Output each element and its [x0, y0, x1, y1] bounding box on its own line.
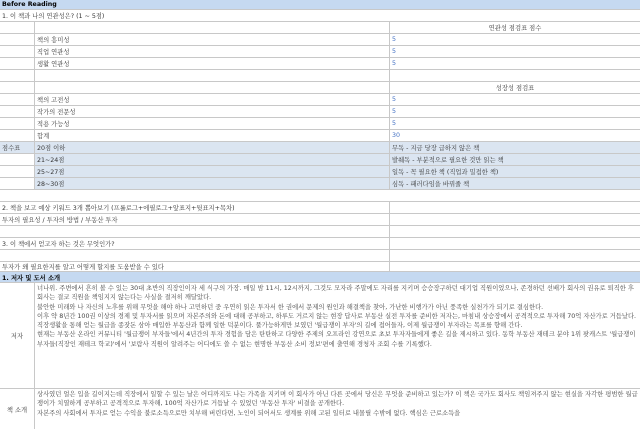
score-row: [0, 142, 640, 154]
total-label: 합계: [34, 130, 389, 141]
author-paragraph: 불안한 미래와 나 자신의 노후를 위해 무엇을 해야 하나 고민하던 중 우연히 읽은 투자서 한 권에서 문제의 원인과 해결책을 찾아, 가난한 비행가가 아닌 풍족한 실천가가 되기로 결심한다.: [37, 303, 544, 311]
relevance-score: 5: [389, 58, 640, 69]
relevance-row: [0, 58, 640, 70]
section-1-header-row: [0, 272, 640, 283]
question-3-row: [0, 238, 640, 250]
relevance-label: 생활 연관성: [34, 58, 389, 69]
score-range: 21~24점: [34, 154, 389, 165]
score-desc: 일독 - 꼭 필요한 책 (직업과 밀접한 책): [389, 166, 640, 177]
growth-label: 책의 고전성: [34, 94, 389, 105]
author-paragraph: 너나위. 주변에서 흔히 볼 수 있는 30대 초반의 직장인이자 세 식구의 가장. 매일 밤 11시, 12시까지, 그것도 모자라 주말에도 자리를 지키며 승승장구하던 대기업 직원이었으나, 존경하던 선배가 회사의 권유로 퇴직한 후 회사는 결코 직원을 책임지지 않는다는 사실을 절저히 깨달았다.: [37, 285, 634, 302]
score-range: 20점 이하: [34, 142, 389, 154]
score-label: 점수표: [0, 142, 34, 154]
question-3: 3. 이 책에서 얻고자 하는 것은 무엇인가?: [2, 241, 115, 248]
blank-row: [0, 226, 640, 238]
author-paragraph: 현재는 부동산 온라인 커뮤니티 '월급쟁이 부자들'에서 4년간의 투자 경험을 담은 탄탄하고 다양한 주제의 오프라인 강연으로 초보 투자자들에게 좋은 길을 제시하고 있다. 동학 부동산 재테크 분야 1위 팟캐스트 '월급쟁이 부자들(직장인 재테크 학교)'에서 '보람사 직원이 알려주는 어디에도 쓸 수 없는 현명한 부동산 소비 정보'편에 출연해 경청자 조회 수를 기록했다.: [37, 331, 636, 348]
question-2: 2. 책을 보고 예상 키워드 3개 뽑아보기 (프롤로그+에필로그+앞표지+뒷표지+목차): [2, 205, 235, 212]
page-title: Before Reading: [2, 1, 57, 8]
relevance-row: [0, 46, 640, 58]
score-range: 28~30점: [34, 178, 389, 189]
blank-row: [0, 70, 640, 82]
title-row: [0, 0, 640, 10]
growth-score: 5: [389, 106, 640, 117]
growth-row: [0, 118, 640, 130]
score-row: [0, 178, 640, 190]
answer-3-row: [0, 262, 640, 272]
score-row: [0, 154, 640, 166]
book-row: [0, 389, 640, 429]
question-2-row: [0, 202, 640, 214]
score-row: [0, 166, 640, 178]
score-desc: 무독 - 지금 당장 급하지 않은 책: [389, 142, 640, 154]
author-row: [0, 283, 640, 389]
growth-score: 5: [389, 118, 640, 129]
book-text: [34, 389, 640, 429]
blank-row: [0, 190, 640, 202]
blank-row: [0, 250, 640, 262]
author-label: 저자: [10, 333, 24, 340]
book-paragraph: 자본주의 사회에서 투자로 얻는 수익을 불로소득으로만 치부해 버린다면, 노인이 되어서도 생계를 위해 고된 일터로 내몰릴 수밖에 없다. 핵심은 근로소득을: [37, 409, 461, 417]
section-1-title: 1. 저자 및 도서 소개: [2, 274, 61, 282]
author-paragraph: 이후 약 8년간 100권 이상의 경제 및 투자서를 읽으며 자본주의와 돈에 대해 공부하고, 하루도 거르지 않는 현장 답사로 부동산 실전 투자를 준비한 저자는, 마침내 상승장에서 공격적으로 투자해 70억 자산가로 거듭났다. 직장생활을 통해 얻는 월급을 종잣돈 삼아 매입한 부동산과 함께 일한 덕분이다. 풀가능하게만 보였던 '월급쟁이 부자'의 길에 접어들자, 이제 월급쟁이 부자라는 목표를 향해 간다.: [37, 312, 637, 330]
answer-3: 투자가 왜 필요한지를 알고 어떻게 할지를 도움받을 수 있다: [2, 264, 164, 271]
growth-label: 적용 가능성: [34, 118, 389, 129]
score-range: 25~27점: [34, 166, 389, 177]
growth-row: [0, 106, 640, 118]
score-desc: 발췌독 - 부분적으로 필요한 것만 읽는 책: [389, 154, 640, 165]
growth-header-row: [0, 82, 640, 94]
relevance-label: 책의 흥미성: [34, 34, 389, 45]
book-paragraph: 상사였던 얼은 입을 길이지는데 직장에서 일할 수 있는 날은 어디까지도 나는 가족을 지키며 이 회사가 아닌 다른 곳에서 당신은 무엇을 준비하고 있는가? 이 책은 국가도 회사도 책임져주지 않는 현실을 자각한 평범한 월급쟁이가 치열하게 공부하고 공격적으로 투자해, 100억 자산가로 거듭날 수 있었던 '부동산 투자' 비결을 공개한다.: [37, 391, 638, 408]
relevance-header: 연관성 점검표 점수: [389, 22, 640, 33]
relevance-label: 직업 연관성: [34, 46, 389, 57]
relevance-row: [0, 34, 640, 46]
relevance-score: 5: [389, 46, 640, 57]
score-desc: 심독 - 패러다임을 바꿔줄 책: [389, 178, 640, 189]
question-1-row: [0, 10, 640, 22]
question-1: 1. 이 책과 나의 연관성은? (1 ~ 5점): [2, 13, 105, 20]
growth-row: [0, 94, 640, 106]
growth-score: 5: [389, 94, 640, 105]
answer-2: 투자의 필요성 / 투자의 방법 / 부동산 투자: [2, 217, 118, 224]
growth-label: 작가의 전문성: [34, 106, 389, 117]
relevance-score: 5: [389, 34, 640, 45]
total-row: [0, 130, 640, 142]
total-value: 30: [389, 130, 640, 141]
growth-header: 성장성 점검표: [389, 82, 640, 93]
answer-2-row: [0, 214, 640, 226]
book-label: 책 소개: [6, 406, 28, 414]
author-text: [34, 283, 640, 388]
relevance-header-row: [0, 22, 640, 34]
